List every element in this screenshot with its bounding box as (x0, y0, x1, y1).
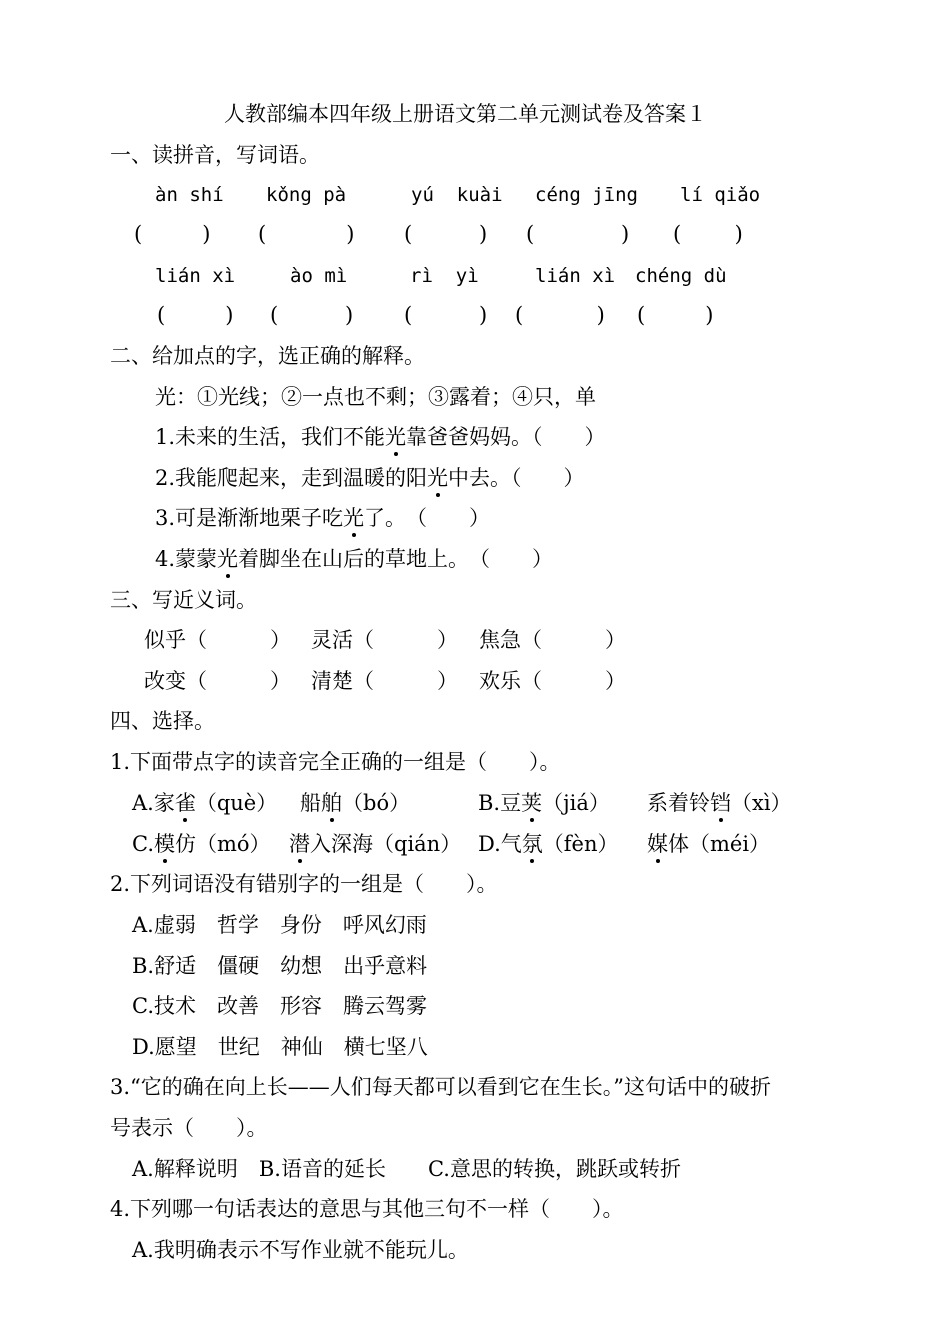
pinyin-1-5: lí qiǎo (680, 184, 761, 206)
section-3-heading: 三、写近义词。 (110, 588, 257, 612)
option-line: A.虚弱 哲学 身份 呼风幻雨 (132, 913, 427, 937)
answer-blank-2-3: ( ) (404, 303, 488, 327)
option-b-2: 系着铃铛（xì） (647, 791, 792, 815)
answer-blank-1-5: ( ) (673, 222, 743, 246)
synonym-item: 似乎（ ） (144, 628, 291, 652)
answer-blank-2-4: ( ) (515, 303, 605, 327)
answer-blank-1-2: ( ) (258, 222, 355, 246)
answer-blank-2-1: ( ) (157, 303, 234, 327)
option-a-2: 船舶（bó） (300, 791, 411, 815)
option-a: A.家雀（què） (132, 791, 278, 815)
pinyin-2-3: rì yì (410, 265, 479, 287)
synonym-item: 清楚（ ） (311, 669, 458, 693)
pinyin-2-4: lián xì (535, 265, 616, 287)
question-item: 1.未来的生活，我们不能光靠爸爸妈妈。（ ） (155, 425, 606, 449)
synonym-item: 欢乐（ ） (479, 669, 626, 693)
question-item: 4.蒙蒙光着脚坐在山后的草地上。 （ ） (155, 547, 554, 571)
synonym-item: 焦急（ ） (479, 628, 626, 652)
option-b: B.豆荚（jiá） (478, 791, 610, 815)
option-line: C.技术 改善 形容 腾云驾雾 (132, 994, 427, 1018)
synonym-item: 改变（ ） (144, 669, 291, 693)
question-stem: 4.下列哪一句话表达的意思与其他三句不一样（ ）。 (110, 1197, 624, 1221)
question-stem: 3.“它的确在向上长——人们每天都可以看到它在生长。”这句话中的破折 (110, 1075, 772, 1099)
option-line: D.愿望 世纪 神仙 横七坚八 (132, 1035, 428, 1059)
option-line: A.解释说明 B.语音的延长 C.意思的转换，跳跃或转折 (132, 1157, 681, 1181)
pinyin-1-1: àn shí (155, 184, 224, 206)
option-line: B.舒适 僵硬 幼想 出乎意料 (132, 954, 428, 978)
option-d: D.气氛（fèn） (478, 832, 619, 856)
question-stem-continued: 号表示（ ）。 (110, 1116, 268, 1140)
question-item: 2.我能爬起来，走到温暖的阳光中去。（ ） (155, 466, 585, 490)
pinyin-1-3: yú kuài (411, 184, 503, 206)
answer-blank-1-1: ( ) (134, 222, 211, 246)
answer-blank-2-2: ( ) (270, 303, 354, 327)
pinyin-2-5: chéng dù (635, 265, 727, 287)
pinyin-2-1: lián xì (155, 265, 236, 287)
section-2-heading: 二、给加点的字，选正确的解释。 (110, 344, 425, 368)
section-1-heading: 一、读拼音，写词语。 (110, 143, 320, 167)
meaning-list: 光：①光线；②一点也不剩；③露着；④只，单 (155, 385, 596, 409)
question-item: 3.可是渐渐地栗子吃光了。 （ ） (155, 506, 491, 530)
answer-blank-2-5: ( ) (637, 303, 714, 327)
option-line: A.我明确表示不写作业就不能玩儿。 (132, 1238, 469, 1262)
pinyin-2-2: ào mì (290, 265, 348, 287)
option-c: C.模仿（mó） (132, 832, 271, 856)
answer-blank-1-4: ( ) (526, 222, 630, 246)
question-stem: 1.下面带点字的读音完全正确的一组是（ ）。 (110, 750, 561, 774)
synonym-item: 灵活（ ） (311, 628, 458, 652)
pinyin-1-2: kǒng pà (266, 184, 347, 206)
page-title: 人教部编本四年级上册语文第二单元测试卷及答案１ (224, 102, 707, 126)
pinyin-1-4: céng jīng (535, 184, 638, 206)
section-4-heading: 四、选择。 (110, 709, 215, 733)
question-stem: 2.下列词语没有错别字的一组是（ ）。 (110, 872, 498, 896)
option-d-2: 媒体（méi） (647, 832, 771, 856)
option-c-2: 潜入深海（qián） (289, 832, 462, 856)
answer-blank-1-3: ( ) (404, 222, 488, 246)
